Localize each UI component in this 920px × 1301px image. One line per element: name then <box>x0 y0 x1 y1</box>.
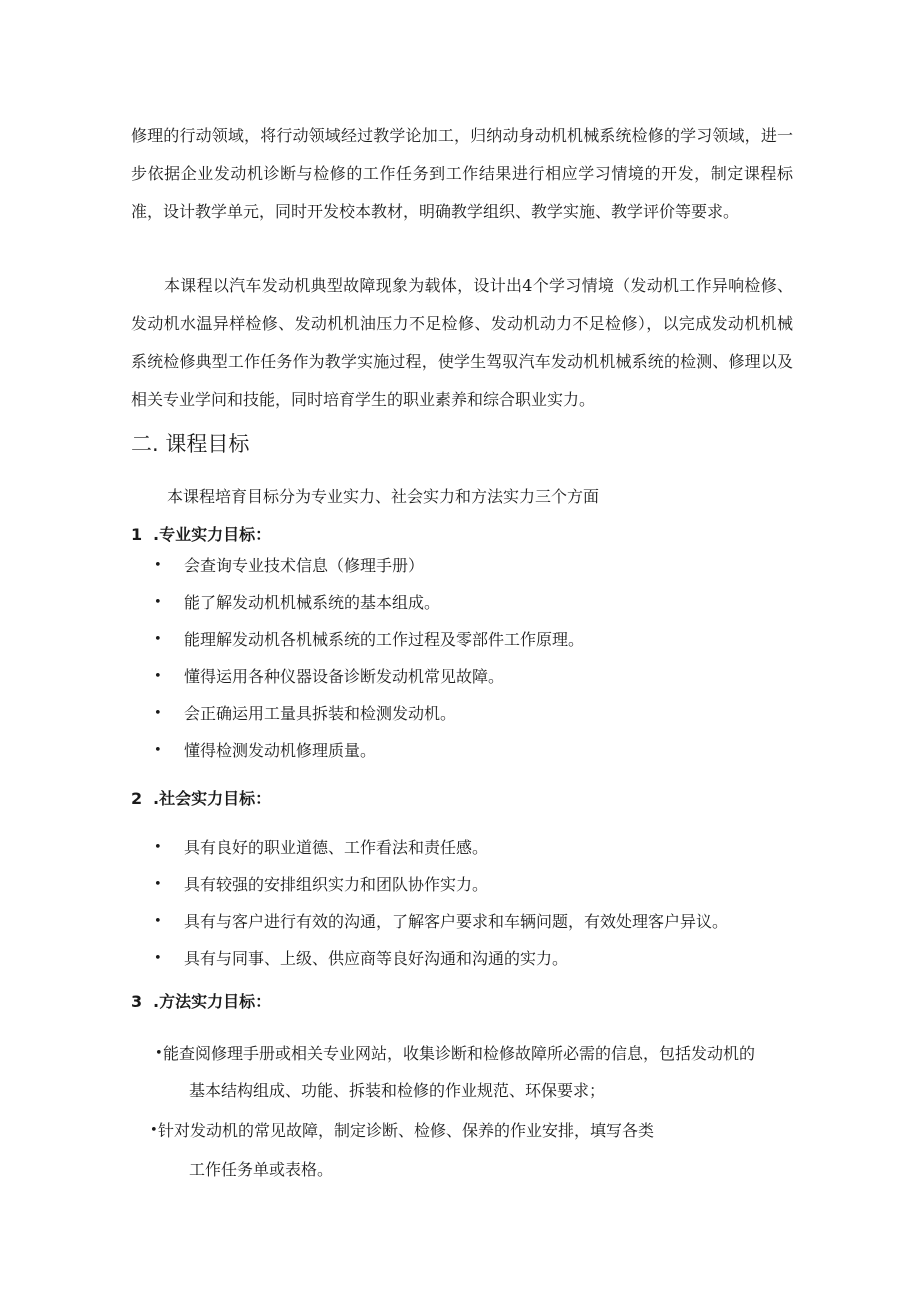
subheading-social <box>131 786 271 809</box>
paragraph-1: 修理的行动领域，将行动领域经过教学论加工，归纳动身动机机械系统检修的学习领域，进一步依据企业发动机诊断与检修的工作任务到工作结果进行相应学习情境的开发，制定课程标准，设计教学单元，同时开发校本教材，明确教学组织、教学实施、教学评价等要求。 <box>131 126 793 221</box>
subheading-number: 2 <box>131 789 143 808</box>
subheading-method <box>131 989 271 1012</box>
subheading-professional <box>131 522 271 545</box>
bullet-icon: • <box>154 840 162 855</box>
subheading-title: .方法实力目标： <box>153 992 272 1011</box>
section-title: 二. 课程目标 <box>131 432 250 456</box>
method-item-2-line2: 工作任务单或表格。 <box>189 1160 334 1179</box>
document-page: 修理的行动领域，将行动领域经过教学论加工，归纳动身动机机械系统检修的学习领域，进一步依据企业发动机诊断与检修的工作任务到工作结果进行相应学习情境的开发，制定课程标准，设计教学单元，同时开发校本教材，明确教学组织、教学实施、教学评价等要求。 本课程以汽车发动机典型故障现象为载体，设计出4个学习情境（发动机工作异响检修、发动机水温异样检修、发动机机油压力不足检修、发动机动力不足检修），以完成发动机机械系统检修典型工作任务作为教学实施过程，使学生驾驭汽车发动机机械系统的检测、修理以及相关专业学问和技能，同时培育学生的职业素养和综合职业实力。 二. 课程目标 本课程培育目标分为专业实力、社会实力和方法实力三个方面 1 .专业实力目标： • 会查询专业技术信息（修理手册） • 能了解发动机机械系统的基本组成。 • 能理解发动机各机械系统的工作过程及零部件工作原理。 • 懂得运用各种仪器设备诊断发动机常见故障。 • 会正确运用工量具拆装和检测发动机。 • 懂得检测发动机修理质量。 2 .社会实力目标： • 具有良好的职业道德、工作看法和责任感。 • 具有较强的安排组织实力和团队协作实力。 • 具有与客户进行有效的沟通，了解客户要求和车辆问题，有效处理客户异议。 • 具有与同事、上级、供应商等良好沟通和沟通的实力。 3 .方法实力目标： • 能查阅修理手册或相关专业网站，收集诊断和检修故障所必需的信息，包括发动机的 基本结构组成、功能、拆装和检修的作业规范、环保要求； • 针对发动机的常见故障，制定诊断、检修、保养的作业安排，填写各类 工作任务单或表格。 <box>0 0 920 1301</box>
method-item-1-line2: 基本结构组成、功能、拆装和检修的作业规范、环保要求； <box>189 1081 606 1100</box>
method-item-2-line1: 针对发动机的常见故障，制定诊断、检修、保养的作业安排，填写各类 <box>158 1121 655 1140</box>
paragraph-2: 本课程以汽车发动机典型故障现象为载体，设计出4个学习情境（发动机工作异响检修、发动机水温异样检修、发动机机油压力不足检修、发动机动力不足检修），以完成发动机机械系统检修典型工作任务作为教学实施过程，使学生驾驭汽车发动机机械系统的检测、修理以及相关专业学问和技能，同时培育学生的职业素养和综合职业实力。 <box>131 276 793 409</box>
bullet-icon: • <box>154 877 162 892</box>
bullet-icon: • <box>154 632 162 647</box>
bullet-icon: • <box>154 669 162 684</box>
bullet-icon: • <box>154 706 162 721</box>
method-item-1-line1: 能查阅修理手册或相关专业网站，收集诊断和检修故障所必需的信息，包括发动机的 <box>163 1044 756 1063</box>
bullet-icon: • <box>150 1123 158 1138</box>
section-intro: 本课程培育目标分为专业实力、社会实力和方法实力三个方面 <box>167 487 600 506</box>
bullet-icon: • <box>154 558 162 573</box>
subheading-number: 3 <box>131 992 143 1011</box>
subheading-title: .专业实力目标： <box>153 525 272 544</box>
bullet-icon: • <box>154 914 162 929</box>
bullet-icon: • <box>154 595 162 610</box>
bullet-icon: • <box>155 1046 163 1061</box>
subheading-title: .社会实力目标： <box>153 789 272 808</box>
subheading-number: 1 <box>131 525 143 544</box>
bullet-icon: • <box>154 951 162 966</box>
bullet-icon: • <box>154 743 162 758</box>
